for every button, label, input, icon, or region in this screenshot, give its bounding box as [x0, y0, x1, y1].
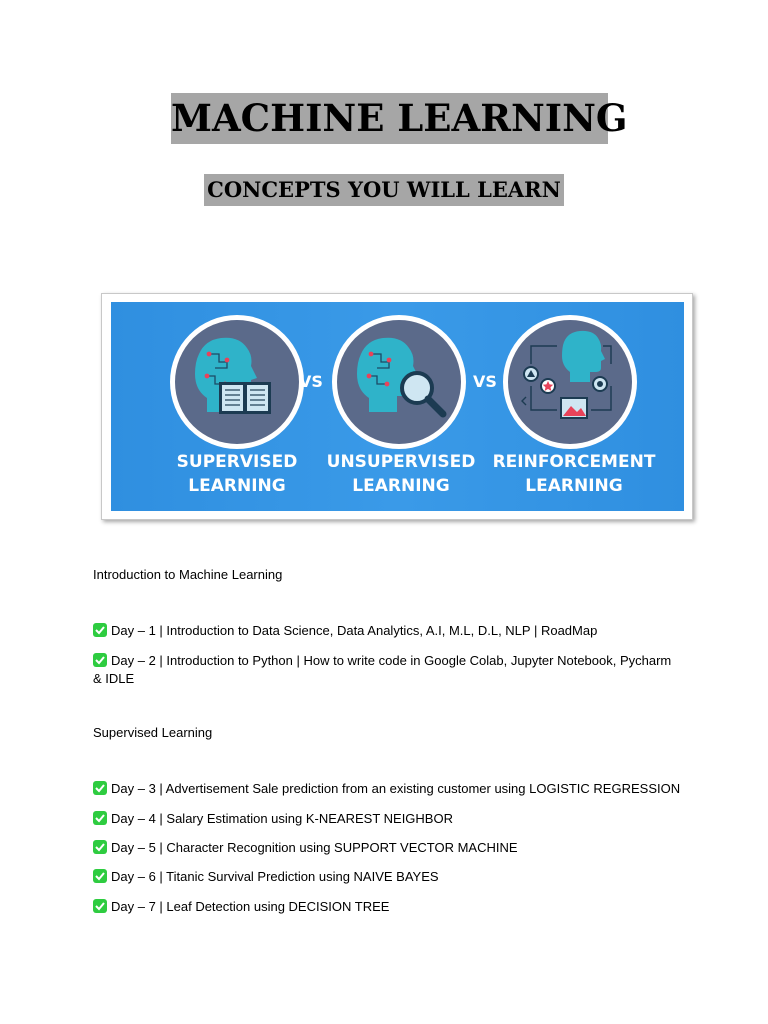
- check-mark-button-icon: [93, 811, 107, 825]
- vs-label-2: VS: [473, 372, 497, 391]
- document-title: MACHINE LEARNING: [171, 93, 608, 144]
- section-heading-supervised: Supervised Learning: [93, 725, 213, 740]
- list-item: [93, 868, 683, 886]
- list-item: [93, 810, 683, 828]
- list-item-text: Day – 7 | Leaf Detection using DECISION TREE: [111, 899, 390, 914]
- reinforcement-learning-label: [484, 450, 664, 498]
- section-heading-intro: Introduction to Machine Learning: [93, 567, 283, 582]
- check-mark-button-icon: [93, 869, 107, 883]
- check-mark-button-icon: [93, 623, 107, 637]
- list-item-text: Day – 1 | Introduction to Data Science, Data Analytics, A.I, M.L, D.L, NLP | RoadMap: [111, 623, 598, 638]
- list-item-text: Day – 3 | Advertisement Sale prediction from an existing customer using LOGISTIC REGRESSION: [111, 781, 681, 796]
- list-item: [93, 839, 683, 857]
- ml-types-banner: [101, 293, 693, 520]
- unsupervised-line2: LEARNING: [352, 476, 450, 496]
- supervised-learning-icon: [170, 315, 304, 449]
- supervised-line2: LEARNING: [188, 476, 286, 496]
- list-item-text: Day – 4 | Salary Estimation using K-NEAREST NEIGHBOR: [111, 811, 453, 826]
- vs-label-1: VS: [299, 372, 323, 391]
- list-item: [93, 622, 683, 640]
- unsupervised-learning-icon: [332, 315, 466, 449]
- reinforcement-line1: REINFORCEMENT: [492, 452, 656, 472]
- list-item-text: Day – 5 | Character Recognition using SUPPORT VECTOR MACHINE: [111, 840, 518, 855]
- list-item: [93, 652, 683, 688]
- reinforcement-line2: LEARNING: [525, 476, 623, 496]
- check-mark-button-icon: [93, 899, 107, 913]
- supervised-learning-label: [157, 450, 317, 498]
- supervised-line1: SUPERVISED: [176, 452, 298, 472]
- banner-background: [111, 302, 684, 511]
- unsupervised-line1: UNSUPERVISED: [326, 452, 476, 472]
- document-subtitle: CONCEPTS YOU WILL LEARN: [204, 174, 564, 206]
- list-item-text: Day – 6 | Titanic Survival Prediction using NAIVE BAYES: [111, 869, 439, 884]
- unsupervised-learning-label: [316, 450, 486, 498]
- check-mark-button-icon: [93, 781, 107, 795]
- list-item: [93, 898, 683, 916]
- check-mark-button-icon: [93, 653, 107, 667]
- reinforcement-learning-icon: [503, 315, 637, 449]
- list-item: [93, 780, 683, 798]
- check-mark-button-icon: [93, 840, 107, 854]
- list-item-text: Day – 2 | Introduction to Python | How to write code in Google Colab, Jupyter Notebook, Pycharm & IDLE: [93, 653, 672, 686]
